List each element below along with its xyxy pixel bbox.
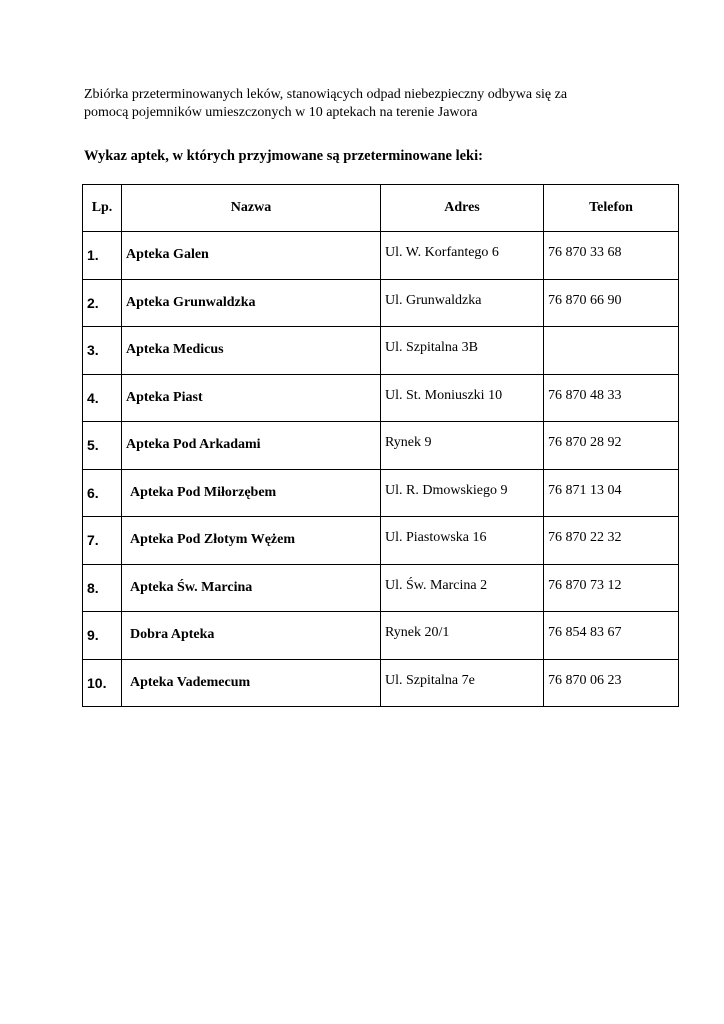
pharmacy-name: Apteka Piast (122, 374, 381, 422)
pharmacy-address: Ul. W. Korfantego 6 (381, 232, 544, 280)
pharmacy-address: Ul. Piastowska 16 (381, 517, 544, 565)
pharmacy-address: Rynek 20/1 (381, 612, 544, 660)
table-row (83, 659, 679, 707)
row-number: 5. (83, 422, 122, 470)
pharmacy-table (82, 184, 679, 707)
row-number: 7. (83, 517, 122, 565)
table-row (83, 279, 679, 327)
pharmacy-phone: 76 870 33 68 (544, 232, 679, 280)
table-row (83, 232, 679, 280)
pharmacy-phone: 76 870 22 32 (544, 517, 679, 565)
pharmacy-phone: 76 870 73 12 (544, 564, 679, 612)
row-number: 6. (83, 469, 122, 517)
pharmacy-address: Ul. Św. Marcina 2 (381, 564, 544, 612)
pharmacy-phone: 76 870 06 23 (544, 659, 679, 707)
list-heading: Wykaz aptek, w których przyjmowane są przeterminowane leki: (84, 148, 483, 164)
row-number: 4. (83, 374, 122, 422)
row-number: 9. (83, 612, 122, 660)
intro-line-2: pomocą pojemników umieszczonych w 10 aptekach na terenie Jawora (84, 105, 478, 120)
pharmacy-name: Apteka Vademecum (122, 659, 381, 707)
row-number: 2. (83, 279, 122, 327)
table-row (83, 517, 679, 565)
pharmacy-name: Apteka Galen (122, 232, 381, 280)
table-row (83, 422, 679, 470)
header-address: Adres (381, 185, 544, 232)
row-number: 1. (83, 232, 122, 280)
pharmacy-phone: 76 870 66 90 (544, 279, 679, 327)
intro-paragraph (84, 86, 664, 122)
pharmacy-phone: 76 871 13 04 (544, 469, 679, 517)
row-number: 10. (83, 659, 122, 707)
header-name: Nazwa (122, 185, 381, 232)
pharmacy-phone (544, 327, 679, 375)
pharmacy-address: Ul. Grunwaldzka (381, 279, 544, 327)
pharmacy-address: Ul. R. Dmowskiego 9 (381, 469, 544, 517)
pharmacy-address: Ul. Szpitalna 7e (381, 659, 544, 707)
pharmacy-name: Apteka Pod Złotym Wężem (122, 517, 381, 565)
pharmacy-name: Apteka Pod Miłorzębem (122, 469, 381, 517)
row-number: 8. (83, 564, 122, 612)
row-number: 3. (83, 327, 122, 375)
pharmacy-phone: 76 854 83 67 (544, 612, 679, 660)
header-phone: Telefon (544, 185, 679, 232)
pharmacy-name: Apteka Pod Arkadami (122, 422, 381, 470)
pharmacy-address: Ul. Szpitalna 3B (381, 327, 544, 375)
pharmacy-name: Dobra Apteka (122, 612, 381, 660)
table-row (83, 612, 679, 660)
pharmacy-address: Rynek 9 (381, 422, 544, 470)
intro-line-1: Zbiórka przeterminowanych leków, stanowiących odpad niebezpieczny odbywa się za (84, 87, 568, 102)
table-header-row (83, 185, 679, 232)
pharmacy-phone: 76 870 48 33 (544, 374, 679, 422)
table-row (83, 327, 679, 375)
pharmacy-name: Apteka Medicus (122, 327, 381, 375)
table-row (83, 469, 679, 517)
pharmacy-name: Apteka Grunwaldzka (122, 279, 381, 327)
pharmacy-address: Ul. St. Moniuszki 10 (381, 374, 544, 422)
table-row (83, 564, 679, 612)
pharmacy-phone: 76 870 28 92 (544, 422, 679, 470)
table-row (83, 374, 679, 422)
pharmacy-name: Apteka Św. Marcina (122, 564, 381, 612)
header-lp: Lp. (83, 185, 122, 232)
